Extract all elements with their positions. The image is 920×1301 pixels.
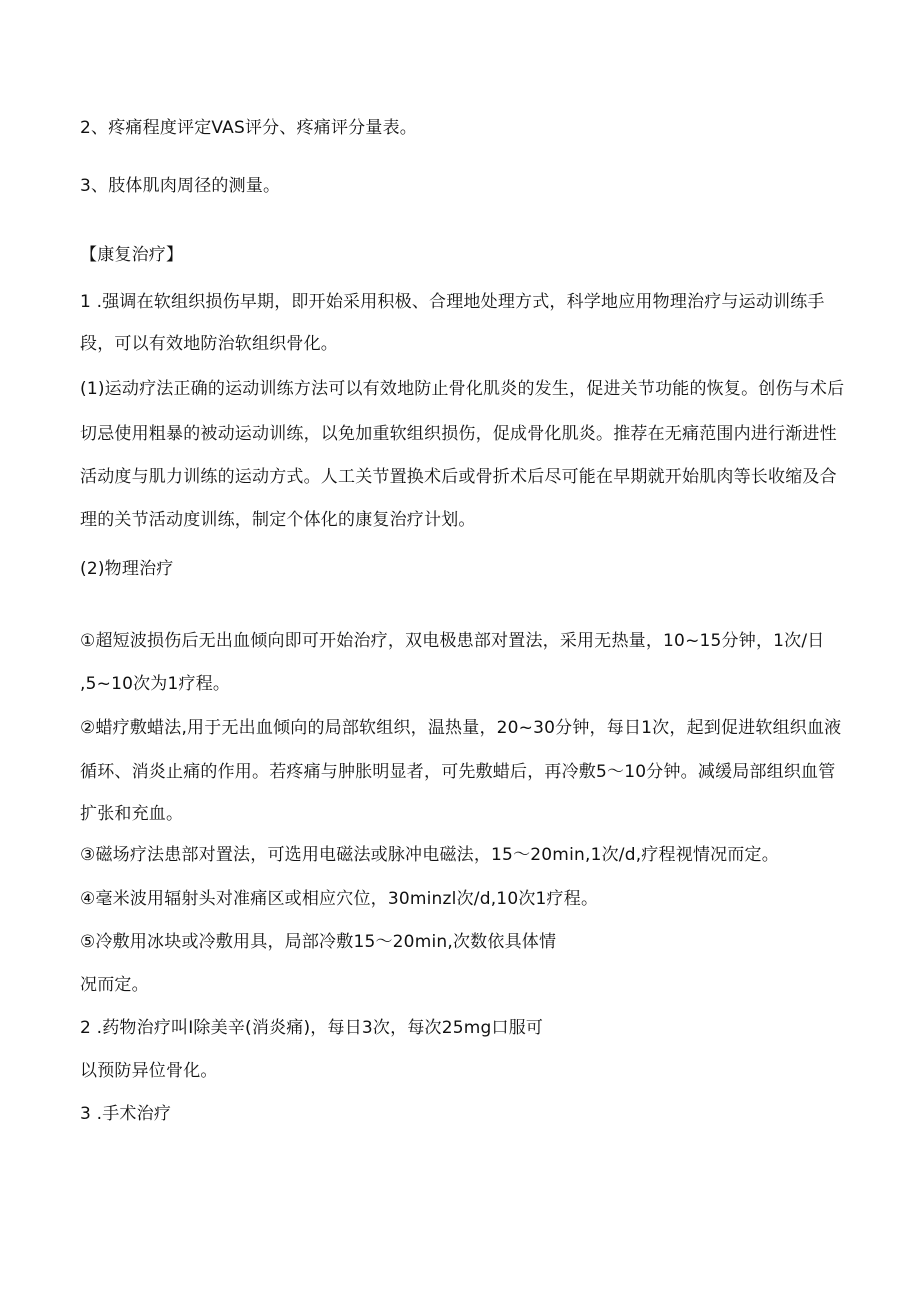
subsection-heading: (2)物理治疗 (80, 559, 174, 579)
paragraph-line: ⑤冷敷用冰块或冷敷用具，局部冷敷15～20min,次数依具体情 (80, 932, 557, 952)
paragraph-line: 况而定。 (80, 975, 149, 995)
paragraph-line: 2 .药物治疗叫I除美辛(消炎痛)，每日3次，每次25mg口服可 (80, 1018, 544, 1038)
paragraph-line: 循环、消炎止痛的作用。若疼痛与肿胀明显者，可先敷蜡后，再冷敷5～10分钟。减缓局部组织血管 (80, 762, 836, 782)
paragraph-line: 理的关节活动度训练，制定个体化的康复治疗计划。 (80, 510, 476, 530)
paragraph-line: 扩张和充血。 (80, 804, 184, 824)
paragraph-line: (1)运动疗法正确的运动训练方法可以有效地防止骨化肌炎的发生，促进关节功能的恢复。创伤与术后 (80, 379, 845, 399)
paragraph-line: ③磁场疗法患部对置法，可选用电磁法或脉冲电磁法，15～20min,1次/d,疗程视情况而定。 (80, 845, 779, 865)
paragraph-line: ,5~10次为1疗程。 (80, 674, 231, 694)
paragraph-line: 活动度与肌力训练的运动方式。人工关节置换术后或骨折术后尽可能在早期就开始肌肉等长收缩及合 (80, 467, 837, 487)
paragraph-line: ④毫米波用辐射头对准痛区或相应穴位，30minzl次/d,10次1疗程。 (80, 889, 599, 909)
paragraph-line: 切忌使用粗暴的被动运动训练，以免加重软组织损伤，促成骨化肌炎。推荐在无痛范围内进行渐进性 (80, 424, 837, 444)
paragraph-line: 1 .强调在软组织损伤早期，即开始采用积极、合理地处理方式，科学地应用物理治疗与运动训练手 (80, 292, 825, 312)
assessment-item-2: 2、疼痛程度评定VAS评分、疼痛评分量表。 (80, 118, 417, 138)
assessment-item-3: 3、肢体肌肉周径的测量。 (80, 176, 281, 196)
subsection-heading: 3 .手术治疗 (80, 1104, 172, 1124)
paragraph-line: 以预防异位骨化。 (80, 1061, 218, 1081)
paragraph-line: 段，可以有效地防治软组织骨化。 (80, 334, 338, 354)
paragraph-line: ②蜡疗敷蜡法,用于无出血倾向的局部软组织，温热量，20~30分钟，每日1次，起到促进软组织血液 (80, 718, 842, 738)
paragraph-line: ①超短波损伤后无出血倾向即可开始治疗，双电极患部对置法，采用无热量，10~15分钟，1次/日 (80, 631, 825, 651)
section-heading: 【康复治疗】 (80, 245, 184, 265)
